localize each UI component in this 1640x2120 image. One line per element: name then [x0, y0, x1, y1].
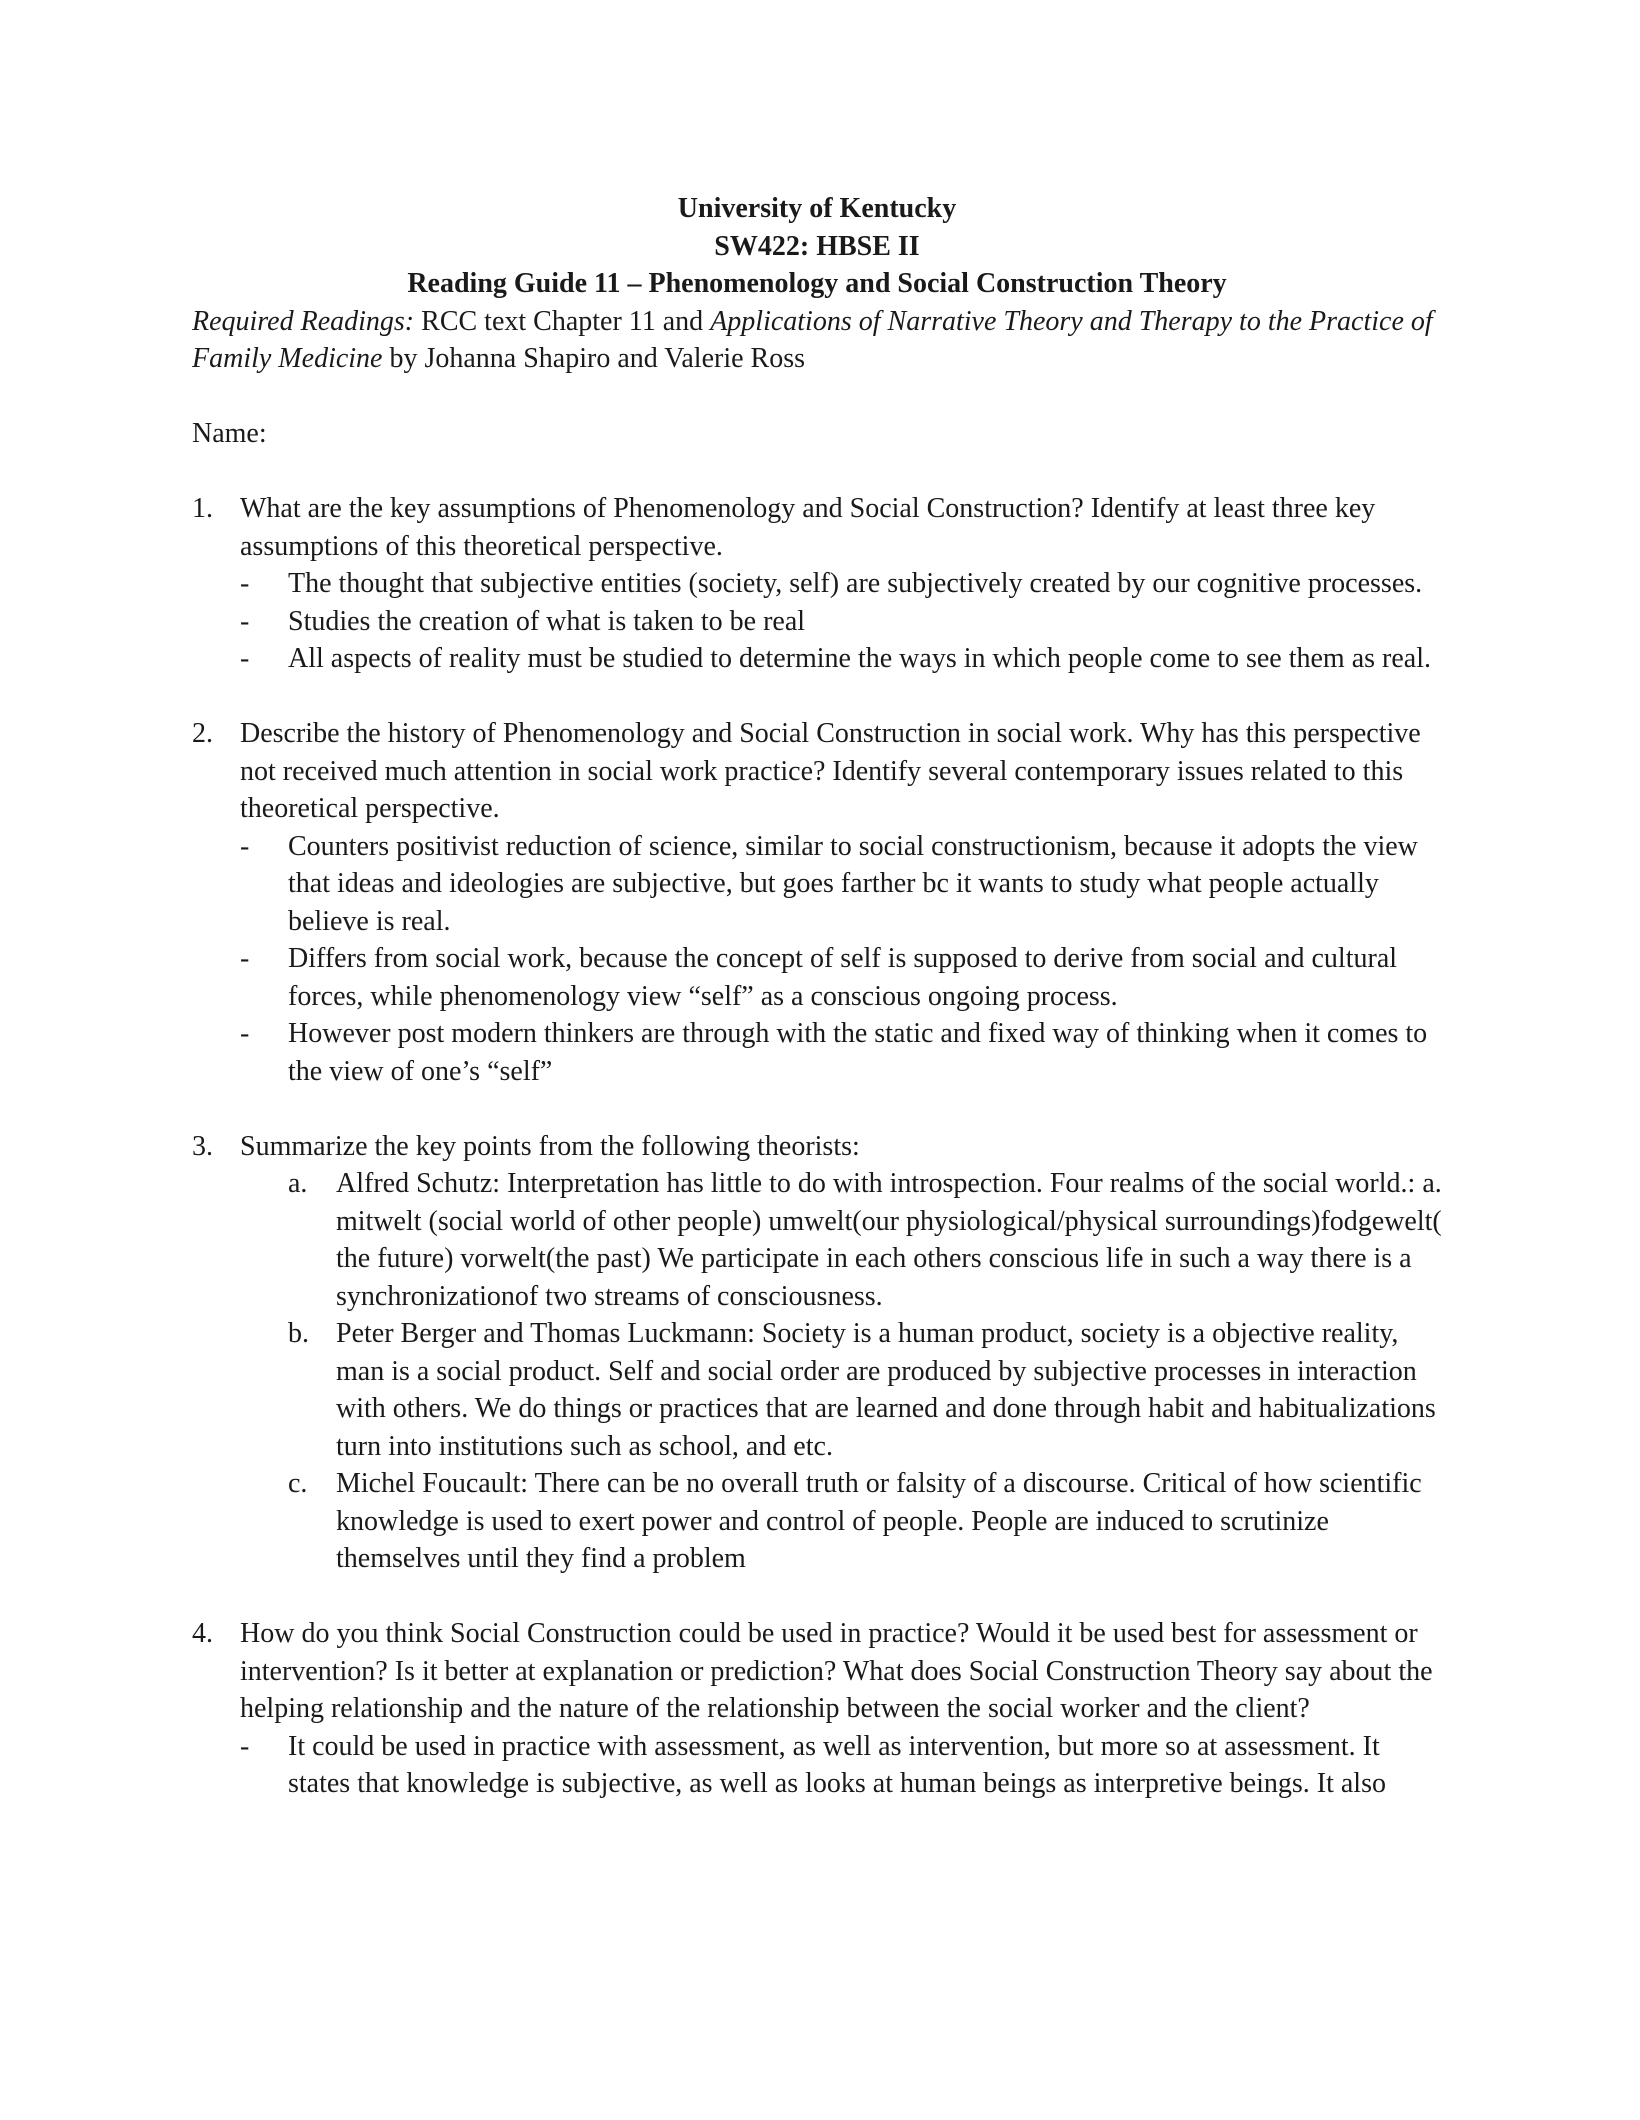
bullet-text: It could be used in practice with assessment, as well as intervention, but more so at assessment. It states that knowledge is subjective, as well as looks at human beings as interpretive beings. It also: [288, 1730, 1386, 1799]
document-page: [192, 190, 1442, 1803]
bullet-text: Differs from social work, because the concept of self is supposed to derive from social and cultural forces, while phenomenology view “self” as a conscious ongoing process.: [288, 943, 1398, 1012]
question-text: How do you think Social Construction could be used in practice? Would it be used best for assessment or intervention? Is it better at explanation or prediction? What does Social Construction Theory say about the helping relationship and the nature of the relationship between the social worker and the client?: [240, 1618, 1433, 1724]
item-text: Peter Berger and Thomas Luckmann: Society is a human product, society is a objective reality, man is a social product. Self and social order are produced by subjective processes in interaction with others. We do things or practices that are learned and done through habit and habitualizations turn into institutions such as school, and etc.: [336, 1318, 1436, 1462]
question-1: [192, 490, 1442, 678]
dash-marker: -: [240, 1730, 250, 1762]
question-2: [192, 715, 1442, 1090]
answer-bullet: [240, 1015, 1442, 1090]
question-4: [192, 1615, 1442, 1803]
bullet-text: Studies the creation of what is taken to be real: [288, 605, 806, 637]
answer-bullet: [240, 940, 1442, 1015]
question-text: What are the key assumptions of Phenomenology and Social Construction? Identify at least three key assumptions of this theoretical perspective.: [240, 493, 1376, 562]
question-text: Describe the history of Phenomenology and Social Construction in social work. Why has this perspective not received much attention in social work practice? Identify several contemporary issues related to this theoretical perspective.: [240, 718, 1421, 824]
answer-bullet: [240, 1728, 1442, 1803]
question-number: 3.: [192, 1130, 213, 1162]
guide-title: Reading Guide 11 – Phenomenology and Social Construction Theory: [407, 268, 1227, 299]
answer-bullet: [240, 565, 1442, 603]
answer-bullet: [240, 828, 1442, 941]
item-text: Michel Foucault: There can be no overall truth or falsity of a discourse. Critical of how scientific knowledge is used to exert power and control of people. People are induced to scrutinize themselves until they find a problem: [336, 1468, 1422, 1574]
item-letter: a.: [288, 1168, 308, 1199]
answer-list: [240, 828, 1442, 1091]
theorist-item: [240, 1165, 1442, 1315]
answer-bullet: [240, 640, 1442, 678]
answer-list: [240, 1728, 1442, 1803]
question-number: 1.: [192, 493, 213, 524]
bullet-text: However post modern thinkers are through with the static and fixed way of thinking when it comes to the view of one’s “self”: [288, 1018, 1428, 1087]
dash-marker: -: [240, 568, 250, 599]
required-readings: [192, 303, 1442, 378]
question-number: 4.: [192, 1618, 213, 1649]
theorist-item: [240, 1465, 1442, 1578]
item-letter: c.: [288, 1468, 308, 1499]
bullet-text: Counters positivist reduction of science, similar to social constructionism, because it adopts the view that ideas and ideologies are subjective, but goes farther bc it wants to study what people actually believe is real.: [288, 830, 1418, 937]
bullet-text: The thought that subjective entities (society, self) are subjectively created by our cognitive processes.: [288, 568, 1423, 599]
dash-marker: -: [240, 605, 250, 637]
dash-marker: -: [240, 943, 250, 974]
theorist-item: [240, 1315, 1442, 1465]
name-field-label: Name:: [192, 418, 267, 449]
dash-marker: -: [240, 830, 250, 862]
question-number: 2.: [192, 718, 213, 749]
readings-text-2: by Johanna Shapiro and Valerie Ross: [382, 343, 806, 374]
university-name: University of Kentucky: [677, 193, 957, 224]
item-text: Alfred Schutz: Interpretation has little to do with introspection. Four realms of the social world.: a. mitwelt (social world of other people) umwelt(our physiological/physical surroundings)fodgewelt( the future) vorwelt(the past) We participate in each others conscious life in such a way there is a synchronizationof two streams of consciousness.: [336, 1168, 1442, 1312]
dash-marker: -: [240, 1018, 250, 1049]
document-header: [192, 190, 1442, 303]
answer-bullet: [240, 603, 1442, 641]
readings-text-1: RCC text Chapter 11 and: [414, 305, 711, 337]
item-letter: b.: [288, 1318, 309, 1349]
dash-marker: -: [240, 643, 250, 674]
readings-label: Required Readings:: [192, 305, 415, 337]
readings-title: Applications of Narrative Theory and Therapy to the Practice of Family Medicine: [192, 305, 1433, 374]
bullet-text: All aspects of reality must be studied to determine the ways in which people come to see them as real.: [288, 643, 1431, 674]
course-code: SW422: HBSE II: [714, 230, 920, 262]
question-text: Summarize the key points from the following theorists:: [240, 1130, 860, 1162]
answer-list: [240, 565, 1442, 678]
question-3: [192, 1128, 1442, 1578]
